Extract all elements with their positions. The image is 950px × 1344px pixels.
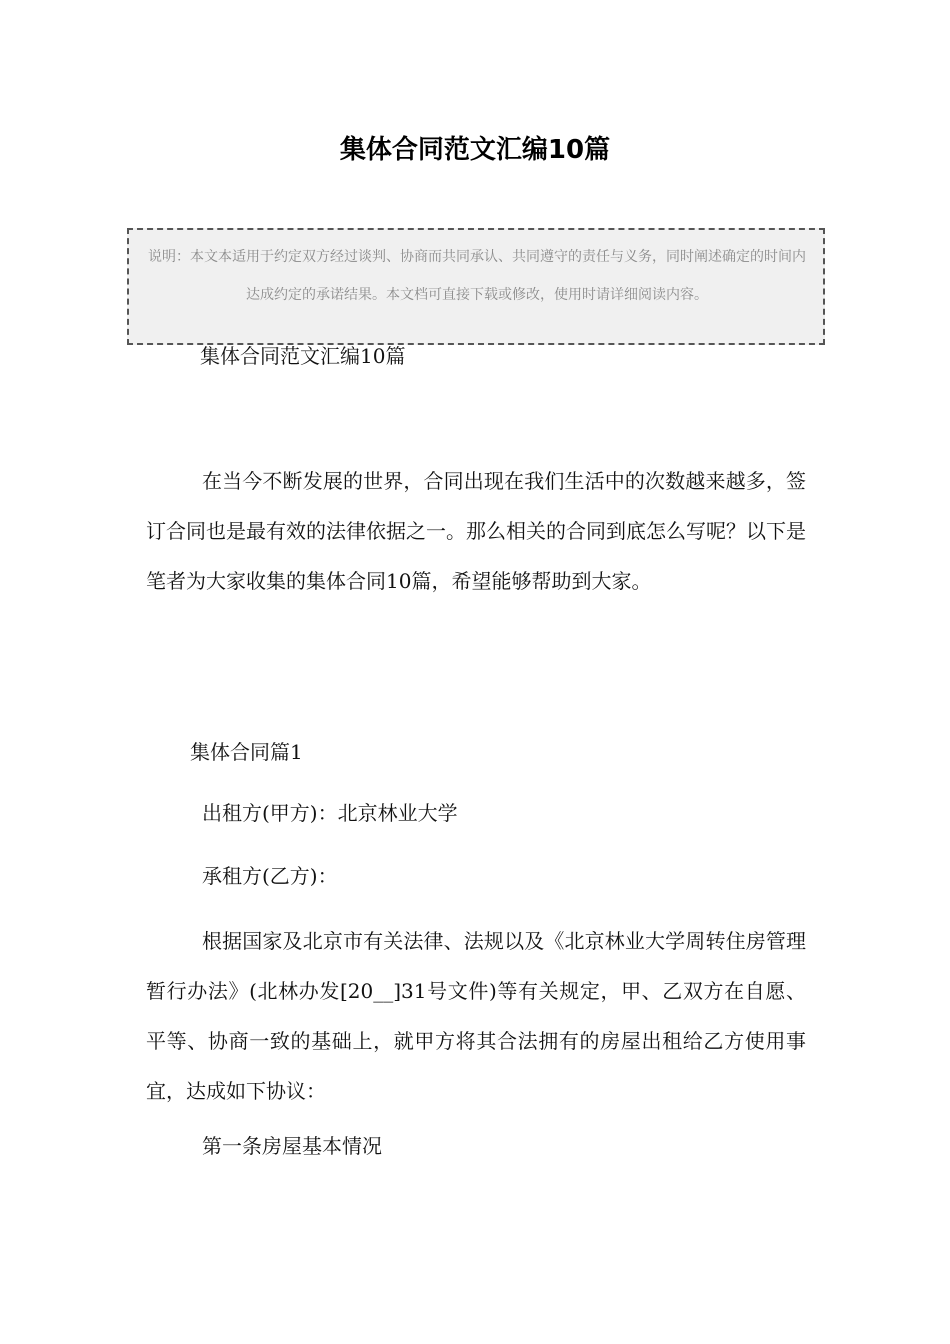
notice-text: 说明：本文本适用于约定双方经过谈判、协商而共同承认、共同遵守的责任与义务，同时阐述确定的时间内达成约定的承诺结果。本文档可直接下载或修改，使用时请详细阅读内容。 [148,249,806,303]
article-heading: 第一条房屋基本情况 [202,1134,382,1158]
notice-box [127,228,825,345]
basis-paragraph: 根据国家及北京市有关法律、法规以及《北京林业大学周转住房管理暂行办法》(北林办发[20__]31号文件)等有关规定，甲、乙双方在自愿、平等、协商一致的基础上，就甲方将其合法拥有的房屋出租给乙方使用事宜，达成如下协议： [146,929,806,1103]
section-heading: 集体合同篇1 [190,740,303,764]
page-title: 集体合同范文汇编10篇 [339,135,611,165]
lessor-line: 出租方(甲方)：北京林业大学 [202,801,458,825]
intro-paragraph: 在当今不断发展的世界，合同出现在我们生活中的次数越来越多，签订合同也是最有效的法律依据之一。那么相关的合同到底怎么写呢？以下是笔者为大家收集的集体合同10篇，希望能够帮助到大家。 [146,469,806,593]
lessee-line: 承租方(乙方)： [202,864,338,888]
document-subtitle: 集体合同范文汇编10篇 [200,344,406,368]
